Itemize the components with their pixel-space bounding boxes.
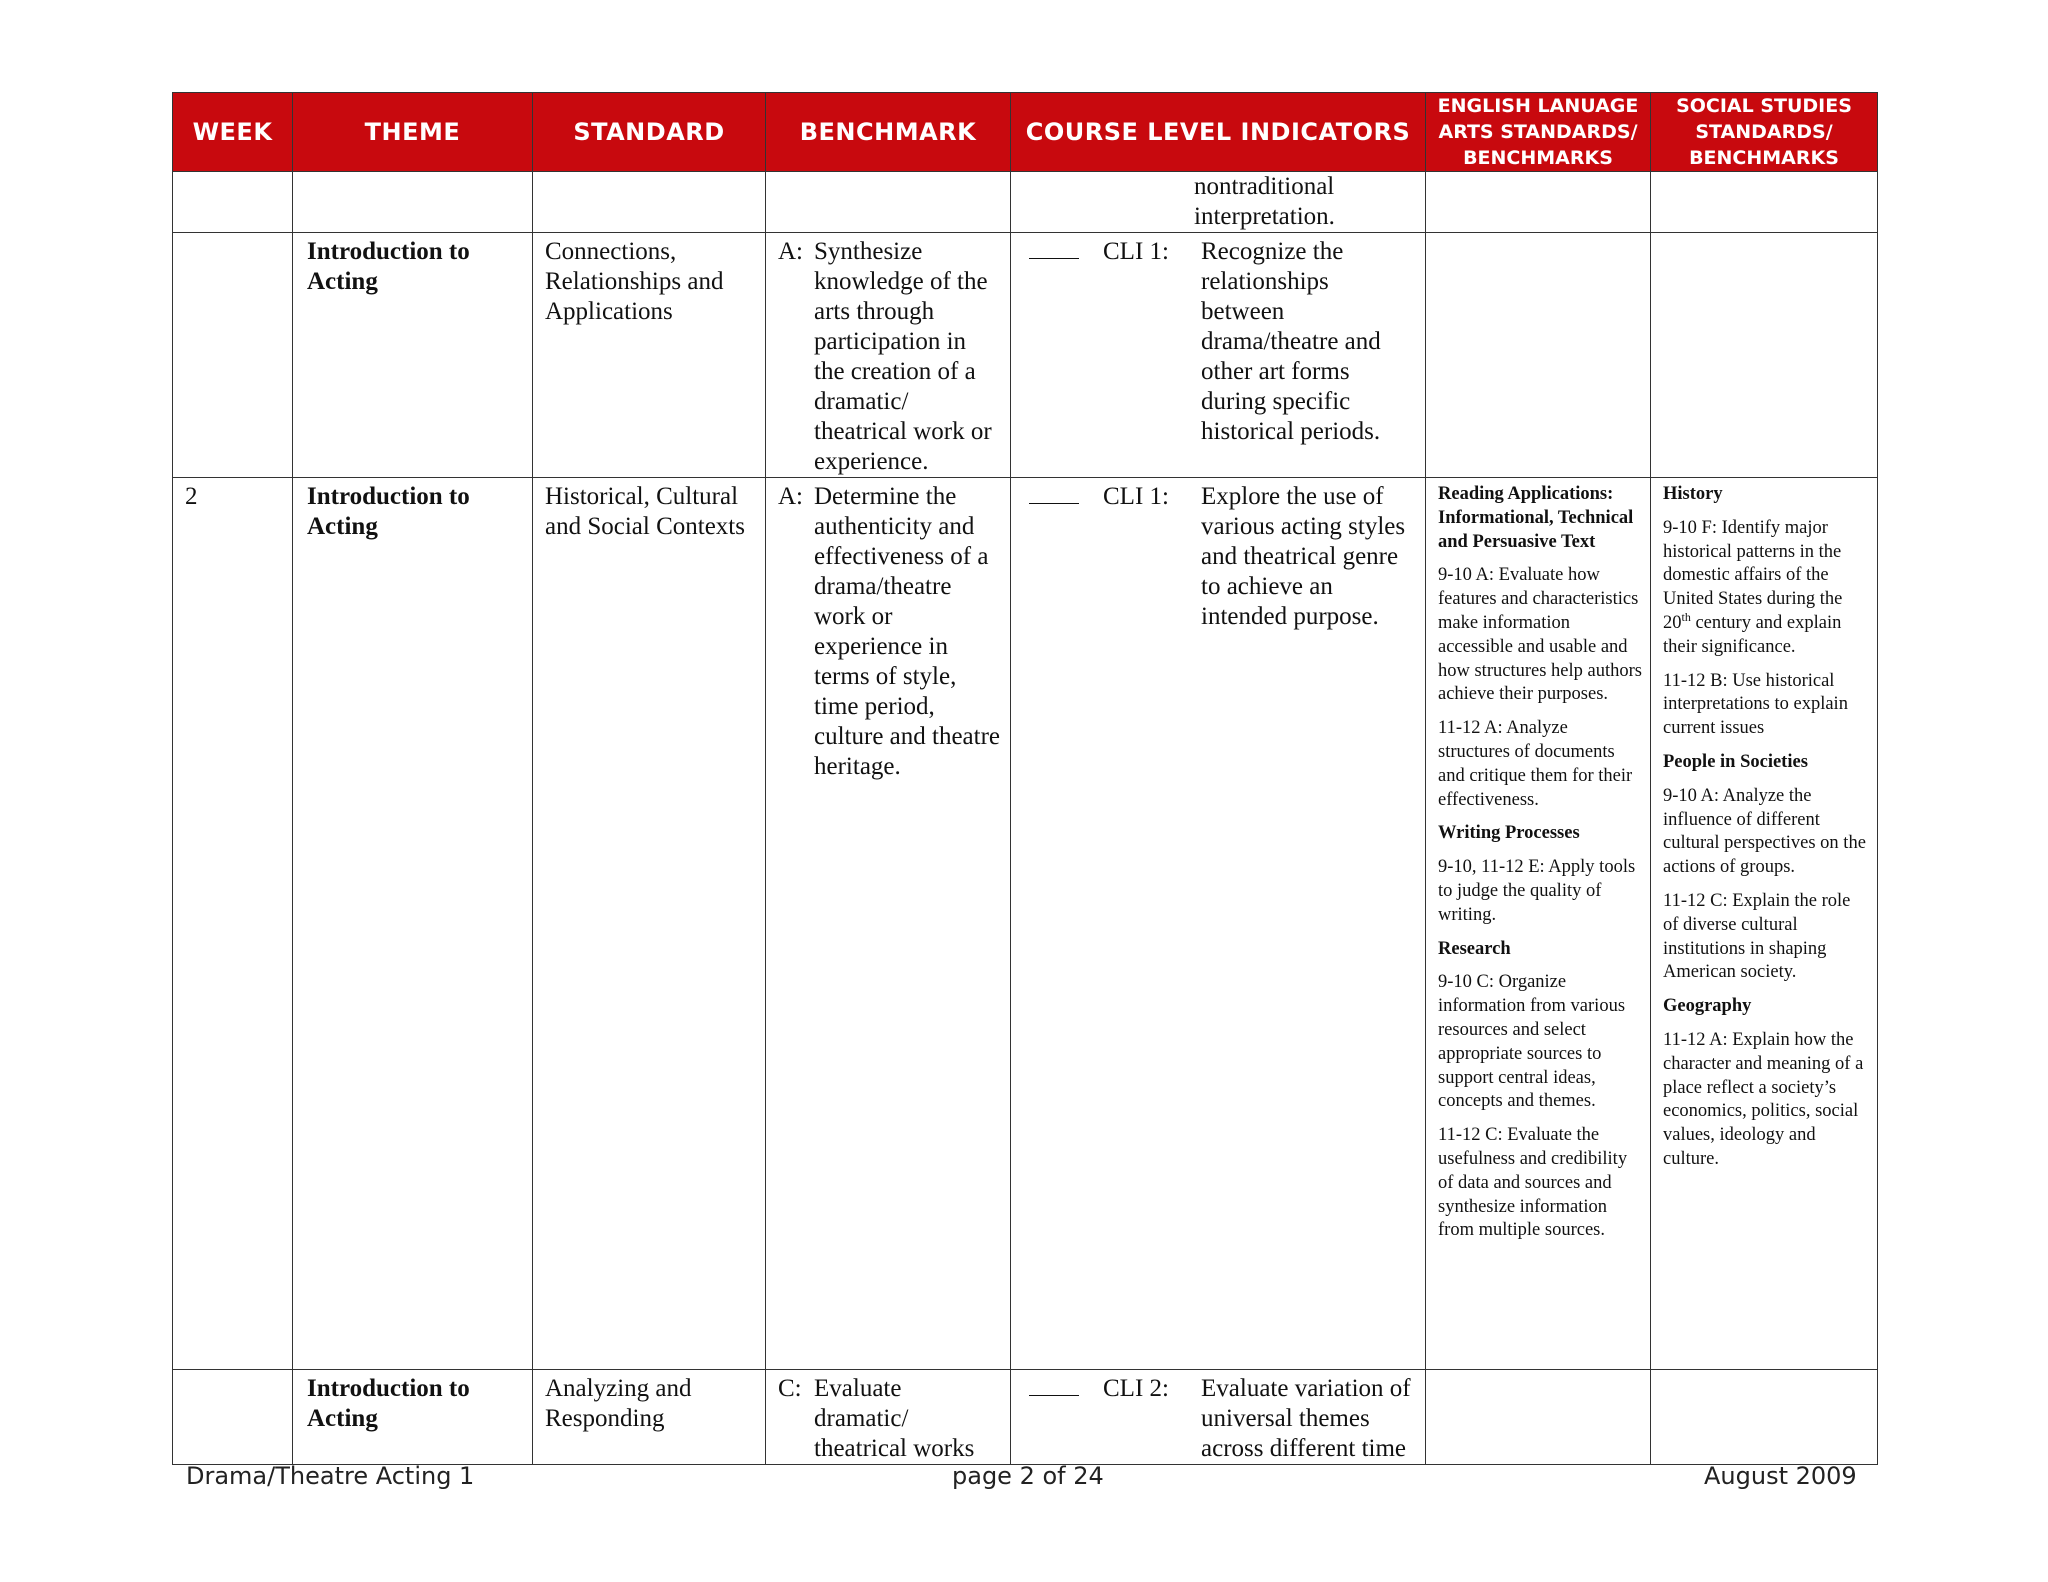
week-cell: [173, 172, 293, 233]
ela-heading: Research: [1438, 938, 1511, 959]
benchmark-cell: [766, 478, 1011, 1370]
ela-benchmark: 9-10 C: Organize information from various resources and select appropriate sources to support central ideas, concepts and themes.: [1438, 972, 1626, 1112]
benchmark-cell: [766, 233, 1011, 478]
ela-heading: Writing Processes: [1438, 823, 1580, 844]
footer-course-title: Drama/Theatre Acting 1: [186, 1462, 475, 1490]
cli-number: CLI 2:: [1103, 1375, 1169, 1402]
ss-cell: [1651, 172, 1878, 233]
cli-text: Explore the use of various acting styles and theatrical genre to achieve an intended purpose.: [1201, 483, 1406, 630]
header-benchmark: BENCHMARK: [766, 93, 1011, 172]
table-row: [173, 233, 1878, 478]
ela-benchmark: 11-12 A: Analyze structures of documents and critique them for their effectiveness.: [1438, 718, 1633, 810]
ela-cell: [1426, 1370, 1651, 1465]
benchmark-label: A:: [778, 483, 803, 510]
ss-heading: People in Societies: [1663, 751, 1808, 772]
ela-heading: Reading Applications: Informational, Technical and Persuasive Text: [1438, 484, 1634, 552]
ela-benchmark: 9-10 A: Evaluate how features and characteristics make information accessible and usable and how structures help authors achieve their purposes.: [1438, 565, 1642, 705]
header-standard: STANDARD: [533, 93, 766, 172]
footer-date: August 2009: [1704, 1462, 1857, 1490]
standard-cell: Connections, Relationships and Applications: [533, 233, 766, 478]
ss-benchmark: 9-10 A: Analyze the influence of different cultural perspectives on the actions of groups.: [1663, 785, 1866, 878]
ss-cell: [1651, 233, 1878, 478]
ela-cell: [1426, 233, 1651, 478]
footer-page-number: page 2 of 24: [952, 1462, 1104, 1490]
standard-cell: [533, 172, 766, 233]
ela-benchmark: 11-12 C: Evaluate the usefulness and credibility of data and sources and synthesize information from multiple sources.: [1438, 1125, 1628, 1241]
checkbox-blank-line: [1023, 237, 1085, 447]
benchmark-text: Evaluate dramatic/ theatrical works: [814, 1375, 975, 1462]
header-course-level-indicators: COURSE LEVEL INDICATORS: [1011, 93, 1426, 172]
week-cell: [173, 1370, 293, 1465]
ss-benchmark: 11-12 C: Explain the role of diverse cultural institutions in shaping American society.: [1663, 890, 1851, 983]
benchmark-cell: [766, 172, 1011, 233]
cli-continuation-line: interpretation.: [1194, 203, 1335, 230]
ss-heading: Geography: [1663, 996, 1752, 1017]
benchmark-text: Synthesize knowledge of the arts through participation in the creation of a dramatic/ theatrical work or experience.: [814, 238, 992, 475]
theme-cell: Introduction to Acting: [293, 478, 533, 1370]
ss-cell: [1651, 1370, 1878, 1465]
ss-benchmark: 11-12 B: Use historical interpretations to explain current issues: [1663, 670, 1848, 739]
checkbox-blank-line: [1023, 1374, 1085, 1464]
cli-cell: [1011, 478, 1426, 1370]
cli-continuation-line: nontraditional: [1194, 173, 1335, 200]
checkbox-blank-line: [1023, 482, 1085, 632]
standard-cell: Historical, Cultural and Social Contexts: [533, 478, 766, 1370]
table-row: [173, 1370, 1878, 1465]
ela-cell: [1426, 172, 1651, 233]
ss-benchmark: 9-10 F: Identify major historical patterns in the domestic affairs of the United States during the 20th century and explain their significance.: [1663, 517, 1843, 657]
ss-cell: [1651, 478, 1878, 1370]
benchmark-label: A:: [778, 238, 803, 265]
theme-cell: [293, 172, 533, 233]
week-cell: 2: [173, 478, 293, 1370]
ss-benchmark: 11-12 A: Explain how the character and meaning of a place reflect a society’s economics, politics, social values, ideology and culture.: [1663, 1029, 1864, 1169]
standard-cell: Analyzing and Responding: [533, 1370, 766, 1465]
table-row: [173, 172, 1878, 233]
week-cell: [173, 233, 293, 478]
header-theme: THEME: [293, 93, 533, 172]
cli-number: CLI 1:: [1103, 238, 1169, 265]
ela-cell: [1426, 478, 1651, 1370]
header-ela-standards: ENGLISH LANUAGE ARTS STANDARDS/ BENCHMARKS: [1426, 93, 1651, 172]
benchmark-label: C:: [778, 1375, 802, 1402]
theme-cell: Introduction to Acting: [293, 1370, 533, 1465]
cli-cell: [1011, 172, 1426, 233]
ela-benchmark: 9-10, 11-12 E: Apply tools to judge the quality of writing.: [1438, 857, 1636, 925]
table-row: [173, 478, 1878, 1370]
curriculum-table: [172, 92, 1878, 1465]
cli-number: CLI 1:: [1103, 483, 1169, 510]
benchmark-text: Determine the authenticity and effectiveness of a drama/theatre work or experience in terms of style, time period, culture and theatre heritage.: [814, 483, 1001, 780]
header-week: WEEK: [173, 93, 293, 172]
cli-cell: [1011, 1370, 1426, 1465]
ss-heading: History: [1663, 484, 1723, 504]
cli-cell: [1011, 233, 1426, 478]
cli-text: Recognize the relationships between drama/theatre and other art forms during specific historical periods.: [1201, 238, 1381, 445]
theme-cell: Introduction to Acting: [293, 233, 533, 478]
header-row: [173, 93, 1878, 172]
header-social-studies-standards: SOCIAL STUDIES STANDARDS/ BENCHMARKS: [1651, 93, 1878, 172]
benchmark-cell: [766, 1370, 1011, 1465]
cli-text: Evaluate variation of universal themes across different time: [1201, 1375, 1411, 1462]
